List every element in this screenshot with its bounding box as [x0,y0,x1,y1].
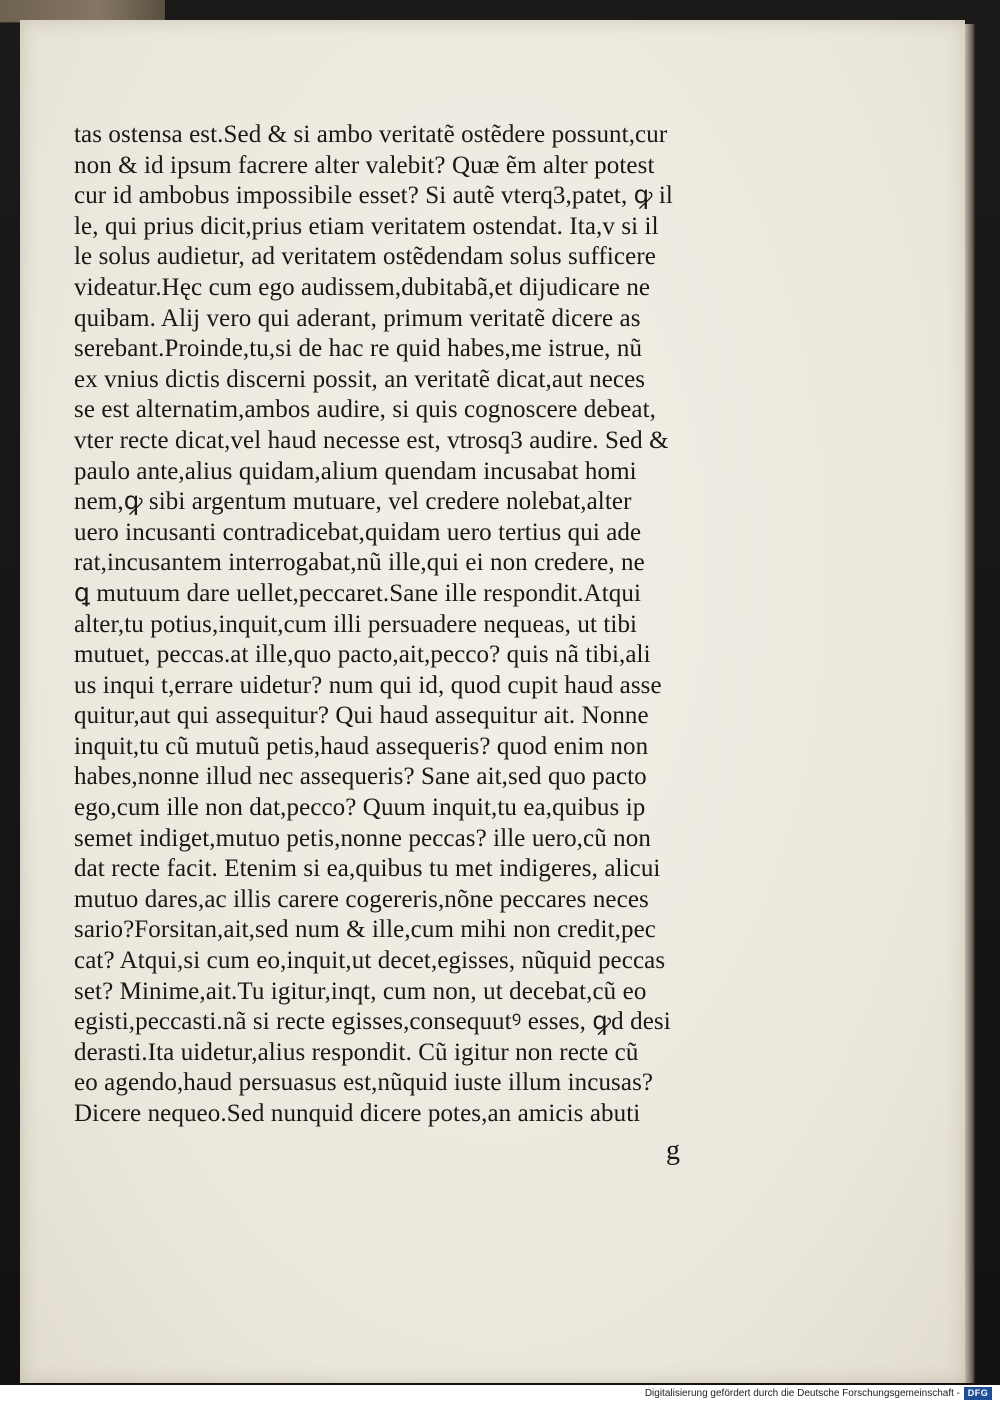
text-line: ego,cum ille non dat,pecco? Quum inquit,tu ea,quibus ip [74,794,646,822]
text-line: tas ostensa est.Sed & si ambo veritatẽ ostẽdere possunt,cur [74,121,668,148]
dfg-logo[interactable]: DFG [964,1387,992,1400]
text-line: alter,tu potius,inquit,cum illi persuadere nequeas, ut tibi [74,610,638,638]
text-line: ex vnius dictis discerni possit, an veritatẽ dicat,aut neces [74,365,646,393]
page-edge [965,24,975,1383]
text-line: cat? Atqui,si cum eo,inquit,ut decet,egisses, nũquid peccas [74,947,666,975]
text-line: mutuet, peccas.at ille,quo pacto,ait,pecco? quis nã tibi,ali [74,641,651,669]
text-line: cur id ambobus impossibile esset? Si autẽ vterq3,patet, ꝙ il [74,182,673,210]
text-line: uero incusanti contradicebat,quidam uero tertius qui ade [74,518,642,546]
text-line: vter recte dicat,vel haud necesse est, vtrosq3 audire. Sed & [74,426,669,454]
text-line: videatur.Hęc cum ego audissem,dubitabã,et dijudicare ne [74,273,651,301]
text-line: non & id ipsum facrere alter valebit? Quæ ẽm alter potest [74,151,655,179]
text-line: rat,incusantem interrogabat,nũ ille,qui ei non credere, ne [74,549,645,577]
text-line: habes,nonne illud nec assequeris? Sane ait,sed quo pacto [74,763,647,791]
text-line: semet indiget,mutuo petis,nonne peccas? ille uero,cũ non [74,824,651,852]
text-line: dat recte facit. Etenim si ea,quibus tu met indigeres, alicui [74,855,661,883]
text-line: nem,ꝙ sibi argentum mutuare, vel credere nolebat,alter [74,488,632,516]
text-line: us inqui t,errare uidetur? num qui id, quod cupit haud asse [74,671,662,699]
text-line: paulo ante,alius quidam,alium quendam incusabat homi [74,457,637,485]
funding-credit: Digitalisierung gefördert durch die Deutsche Forschungsgemeinschaft - [644,1388,960,1399]
text-line: eo agendo,haud persuasus est,nũquid iuste illum incusas? [74,1069,654,1097]
text-line: mutuo dares,ac illis carere cogereris,nõne peccares neces [74,885,649,913]
text-line: inquit,tu cũ mutuũ petis,haud assequeris? quod enim non [74,732,649,760]
text-line: serebant.Proinde,tu,si de hac re quid habes,me istrue, nũ [74,335,643,363]
text-line: le solus audietur, ad veritatem ostẽdendam solus sufficere [74,243,656,271]
text-line: sario?Forsitan,ait,sed num & ille,cum mihi non credit,pec [74,916,656,944]
signature-mark: g [666,1135,680,1166]
text-line: quibam. Alij vero qui aderant, primum veritatẽ dicere as [74,304,641,332]
text-line: Dicere nequeo.Sed nunquid dicere potes,an amicis abuti [74,1100,641,1127]
text-line: egisti,peccasti.nã si recte egisses,consequutꝰ esses, ꝙd desi [74,1008,671,1036]
text-line: quitur,aut qui assequitur? Qui haud assequitur ait. Nonne [74,702,649,730]
text-line: set? Minime,ait.Tu igitur,inqt, cum non, ut decebat,cũ eo [74,977,647,1005]
text-line: derasti.Ita uidetur,alius respondit. Cũ igitur non recte cũ [74,1038,639,1066]
text-line: le, qui prius dicit,prius etiam veritatem ostendat. Ita,v si il [74,212,659,240]
text-line: ꝗ mutuum dare uellet,peccaret.Sane ille respondit.Atqui [74,579,642,607]
text-line: se est alternatim,ambos audire, si quis cognoscere debeat, [74,396,656,424]
page-text [74,120,786,1130]
